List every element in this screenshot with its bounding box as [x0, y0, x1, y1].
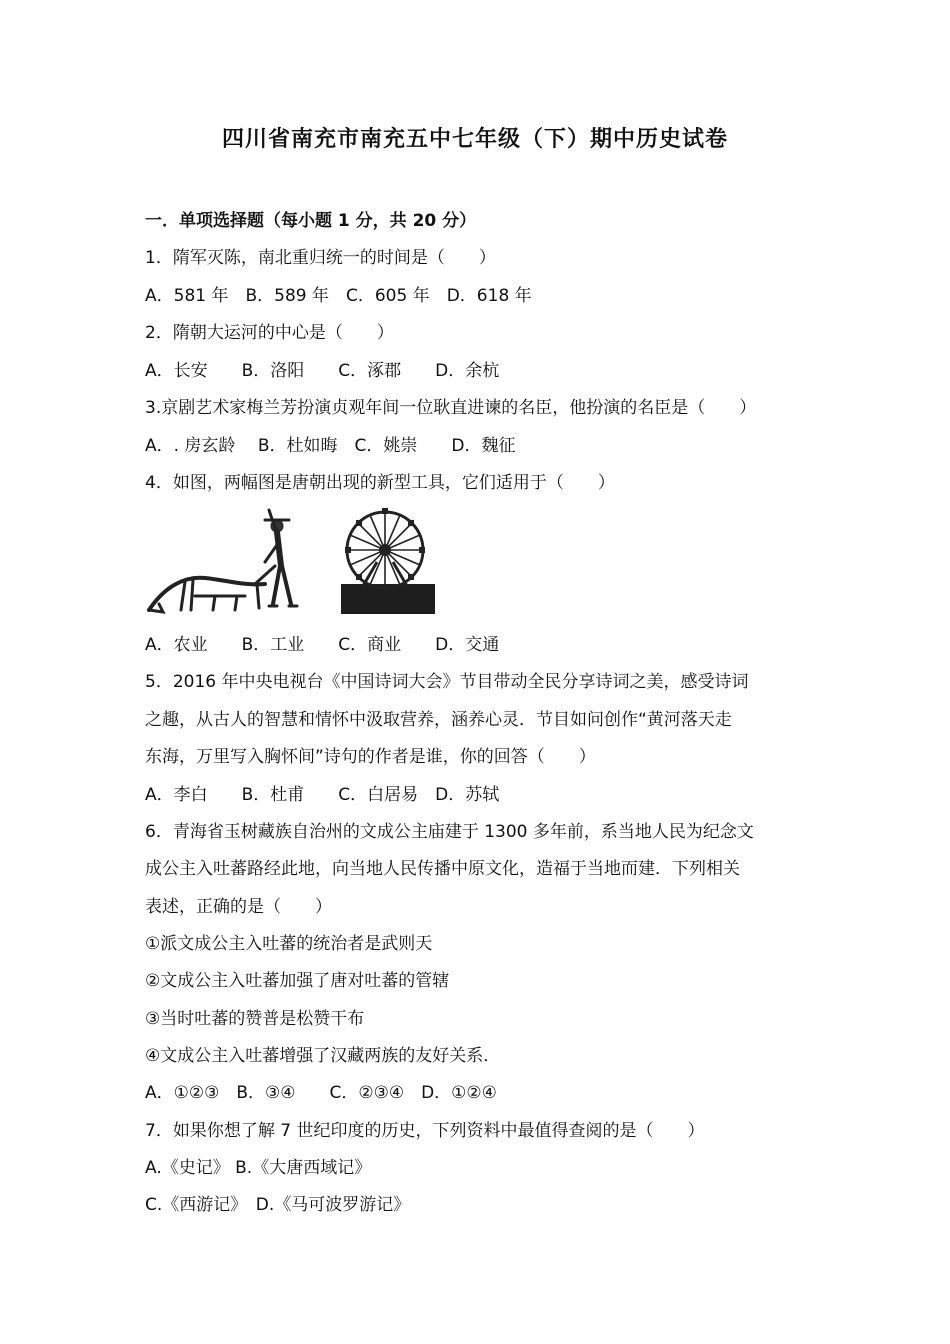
question-4-options: A．农业 B．工业 C．商业 D．交通 [145, 635, 500, 655]
question-4-stem: 4．如图，两幅图是唐朝出现的新型工具，它们适用于（ ） [145, 473, 615, 493]
question-6-statement-4: ④文成公主入吐蕃增强了汉藏两族的友好关系． [145, 1046, 501, 1066]
question-3-options: A．. 房玄龄 B．杜如晦 C．姚崇 D．魏征 [145, 436, 516, 456]
section-heading: 一．单项选择题（每小题 1 分，共 20 分） [145, 211, 477, 231]
question-5-stem-line-1: 5．2016 年中央电视台《中国诗词大会》节目带动全民分享诗词之美，感受诗词 [145, 672, 749, 692]
question-7-stem: 7．如果你想了解 7 世纪印度的历史，下列资料中最值得查阅的是（ ） [145, 1121, 705, 1141]
question-6-statement-2: ②文成公主入吐蕃加强了唐对吐蕃的管辖 [145, 971, 450, 991]
water-wheel-illustration [341, 508, 435, 614]
question-6-stem-line-2: 成公主入吐蕃路经此地，向当地人民传播中原文化，造福于当地而建．下列相关 [145, 859, 740, 879]
question-7-options-line-1: A.《史记》 B.《大唐西域记》 [145, 1158, 372, 1178]
question-6-statement-1: ①派文成公主入吐蕃的统治者是武则天 [145, 934, 433, 954]
question-1-options: A．581 年 B．589 年 C．605 年 D．618 年 [145, 286, 532, 306]
tool-illustrations [145, 506, 445, 620]
question-1-stem: 1．隋军灭陈，南北重归统一的时间是（ ） [145, 248, 496, 268]
question-5-options: A．李白 B．杜甫 C．白居易 D．苏轼 [145, 785, 500, 805]
question-6-statement-3: ③当时吐蕃的赞普是松赞干布 [145, 1009, 365, 1029]
question-6-stem-line-3: 表述，正确的是（ ） [145, 897, 332, 917]
question-6-options: A．①②③ B．③④ C．②③④ D．①②④ [145, 1083, 497, 1103]
page-title: 四川省南充市南充五中七年级（下）期中历史试卷 [221, 127, 728, 152]
question-2-stem: 2．隋朝大运河的中心是（ ） [145, 323, 394, 343]
question-5-stem-line-3: 东海，万里写入胸怀间”诗句的作者是谁，你的回答（ ） [145, 747, 596, 767]
question-3-stem: 3.京剧艺术家梅兰芳扮演贞观年间一位耿直进谏的名臣，他扮演的名臣是（ ） [145, 398, 757, 418]
question-5-stem-line-2: 之趣，从古人的智慧和情怀中汲取营养，涵养心灵．节目如问创作“黄河落天走 [145, 710, 732, 730]
plough-illustration [149, 510, 297, 612]
question-7-options-line-2: C.《西游记》 D.《马可波罗游记》 [145, 1195, 411, 1215]
question-2-options: A．长安 B．洛阳 C．涿郡 D．余杭 [145, 361, 500, 381]
question-6-stem-line-1: 6．青海省玉树藏族自治州的文成公主庙建于 1300 多年前，系当地人民为纪念文 [145, 822, 754, 842]
